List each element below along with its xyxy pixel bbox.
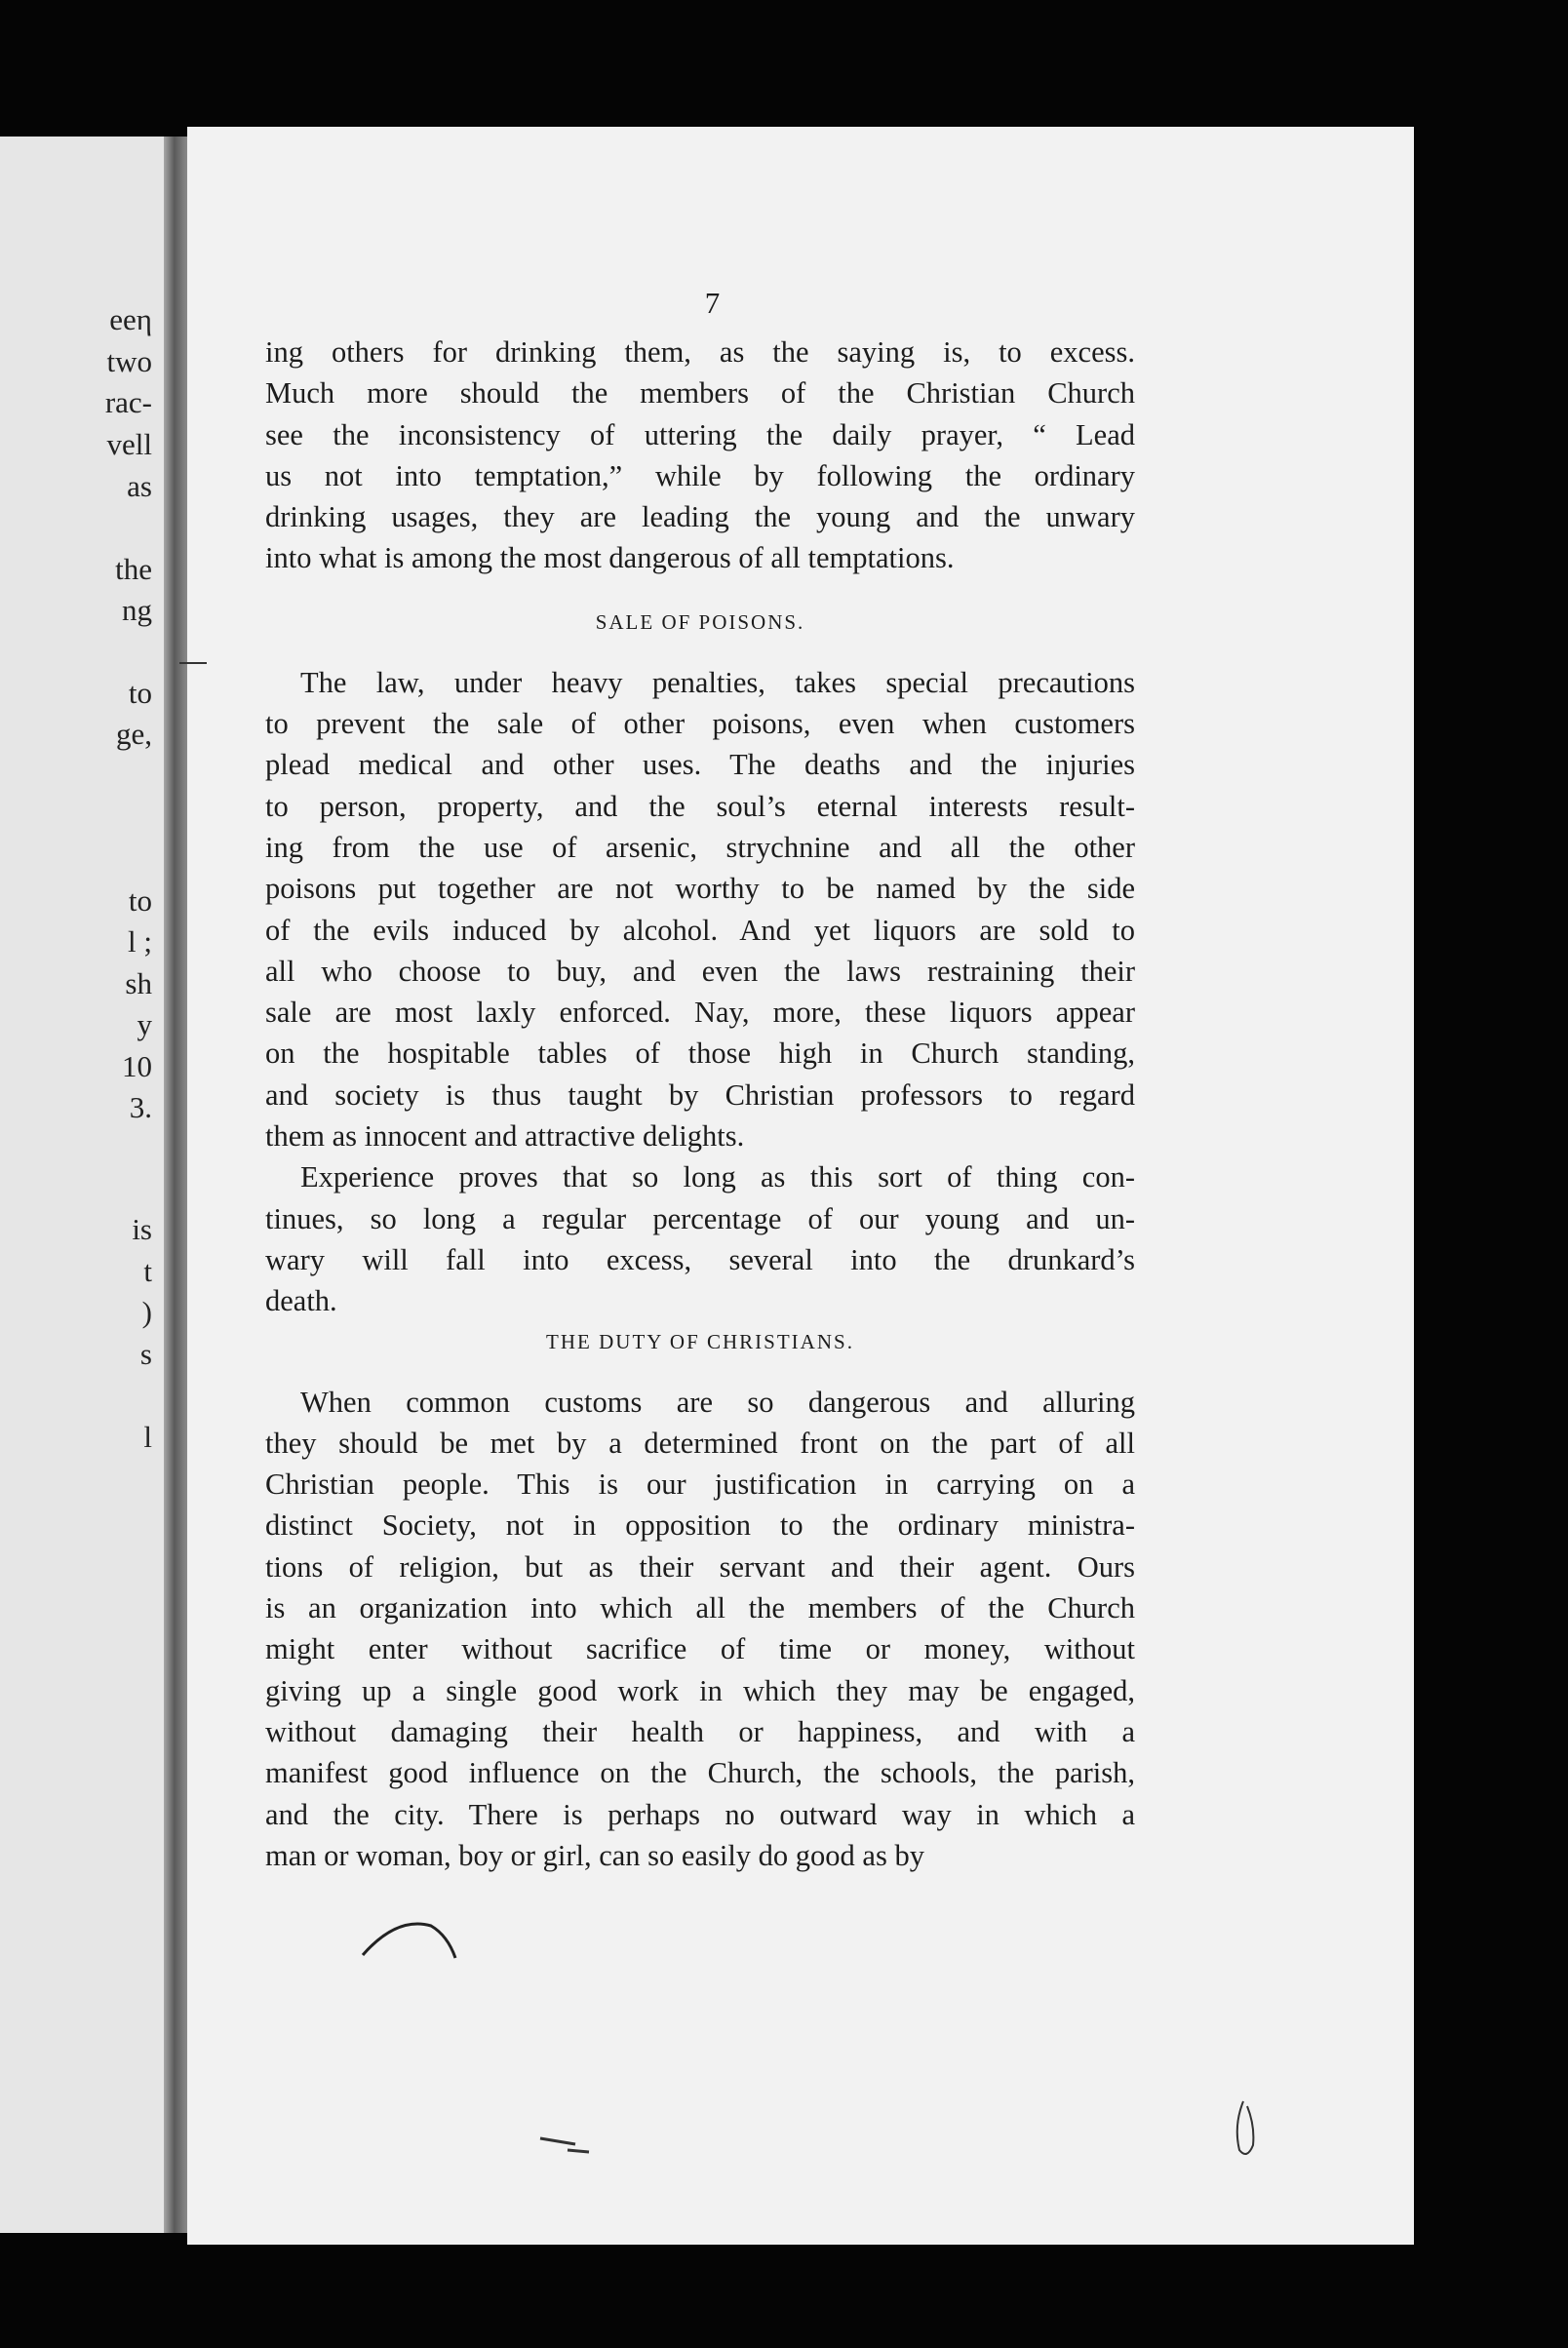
text-line: without damaging their health or happiness, and with a: [265, 1714, 1135, 1748]
book-gutter: [164, 137, 187, 2233]
text-line: is an organization into which all the members of the Church: [265, 1591, 1135, 1625]
text-line: all who choose to buy, and even the laws restraining their: [265, 954, 1135, 988]
left-page-fragment: to: [128, 676, 152, 710]
paragraph-4: [265, 1382, 1135, 1877]
dash-mark: [538, 2131, 597, 2160]
text-line: Much more should the members of the Christian Church: [265, 376, 1135, 411]
text-line: tinues, so long a regular percentage of our young and un-: [265, 1201, 1135, 1235]
left-page-fragment: ): [141, 1295, 152, 1329]
left-dash-mark: [177, 658, 236, 668]
right-page: [187, 127, 1414, 2245]
paragraph-3: [265, 1156, 1135, 1321]
left-page-fragment: eeη: [109, 302, 152, 336]
left-page-fragment: ge,: [115, 717, 152, 751]
text-line: Christian people. This is our justification in carrying on a: [265, 1468, 1135, 1502]
text-line: wary will fall into excess, several into the drunkard’s: [265, 1242, 1135, 1276]
text-line: manifest good influence on the Church, the schools, the parish,: [265, 1756, 1135, 1790]
text-line: to person, property, and the soul’s eternal interests result-: [265, 789, 1135, 823]
left-page-fragment: s: [139, 1337, 152, 1371]
paragraph-1: [265, 332, 1135, 579]
left-page-fragment: 3.: [129, 1090, 152, 1124]
text-line: plead medical and other uses. The deaths and the injuries: [265, 748, 1135, 782]
left-page-edge: [0, 137, 164, 2233]
text-line: and the city. There is perhaps no outward way in which a: [265, 1797, 1135, 1831]
page-number: 7: [704, 286, 721, 320]
scan-speck-mark: [1226, 2096, 1265, 2165]
text-line: giving up a single good work in which they may be engaged,: [265, 1673, 1135, 1707]
left-page-fragment: y: [137, 1007, 152, 1041]
text-line: us not into temptation,” while by following the ordinary: [265, 458, 1135, 492]
left-page-fragment: rac-: [104, 385, 152, 419]
text-line: and society is thus taught by Christian professors to regard: [265, 1077, 1135, 1112]
text-line: of the evils induced by alcohol. And yet liquors are sold to: [265, 913, 1135, 947]
left-page-fragment: ng: [122, 593, 152, 627]
text-line: might enter without sacrifice of time or money, without: [265, 1632, 1135, 1666]
text-line: The law, under heavy penalties, takes special precautions: [300, 665, 1135, 699]
left-page-fragment: vell: [106, 427, 152, 461]
left-page-fragment: t: [143, 1254, 152, 1288]
left-page-fragment: to: [128, 883, 152, 918]
left-page-fragment: l ;: [128, 924, 152, 959]
text-line: tions of religion, but as their servant and their agent. Ours: [265, 1549, 1135, 1584]
text-line: ing from the use of arsenic, strychnine and all the other: [265, 830, 1135, 864]
left-page-fragment: 10: [122, 1049, 152, 1083]
text-line: When common customs are so dangerous and alluring: [300, 1385, 1135, 1419]
left-page-fragment: sh: [125, 966, 152, 1000]
left-page-fragment: the: [115, 552, 152, 586]
text-line: drinking usages, they are leading the young and the unwary: [265, 500, 1135, 534]
section-heading-duty-of-christians: THE DUTY OF CHRISTIANS.: [546, 1329, 854, 1353]
text-line: to prevent the sale of other poisons, even when customers: [265, 707, 1135, 741]
left-page-fragment: is: [132, 1212, 152, 1246]
paragraph-2: [265, 662, 1135, 1157]
pen-stroke-mark: [358, 1911, 475, 1970]
text-line: man or woman, boy or girl, can so easily do good as by: [265, 1838, 924, 1872]
text-line: them as innocent and attractive delights.: [265, 1119, 745, 1154]
section-heading-sale-of-poisons: SALE OF POISONS.: [595, 609, 805, 634]
page-text: [265, 288, 1135, 1876]
text-line: they should be met by a determined front on the part of all: [265, 1426, 1135, 1460]
text-line: sale are most laxly enforced. Nay, more, these liquors appear: [265, 996, 1135, 1030]
left-page-fragment: l: [143, 1420, 152, 1454]
text-line: into what is among the most dangerous of all temptations.: [265, 541, 955, 575]
text-line: on the hospitable tables of those high in Church standing,: [265, 1037, 1135, 1071]
left-page-fragment: as: [127, 469, 152, 503]
text-line: death.: [265, 1284, 337, 1318]
text-line: see the inconsistency of uttering the daily prayer, “ Lead: [265, 417, 1135, 451]
text-line: ing others for drinking them, as the saying is, to excess.: [265, 335, 1135, 369]
text-line: poisons put together are not worthy to be named by the side: [265, 872, 1135, 906]
text-line: Experience proves that so long as this sort of thing con-: [300, 1160, 1135, 1194]
text-line: distinct Society, not in opposition to the ordinary ministra-: [265, 1508, 1135, 1543]
left-page-fragment: two: [106, 344, 152, 378]
